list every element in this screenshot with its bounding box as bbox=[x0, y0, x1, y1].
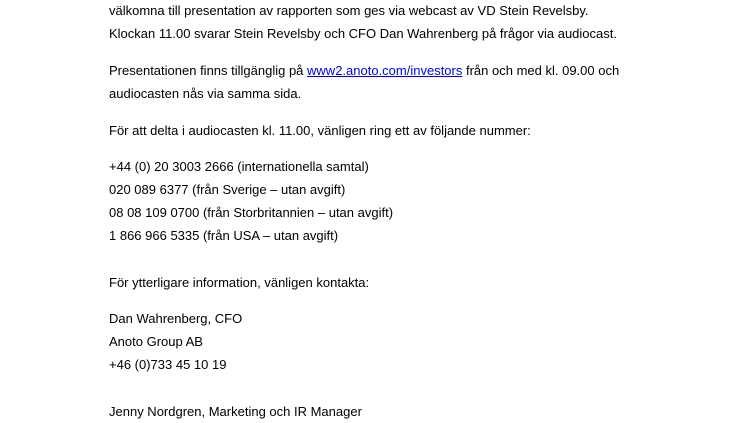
contact-2-name: Jenny Nordgren, Marketing och IR Manager bbox=[109, 404, 362, 419]
intro-line-2: Klockan 11.00 svarar Stein Revelsby och CFO Dan Wahrenberg på frågor via audiocast. bbox=[109, 26, 617, 41]
presentation-line-1 bbox=[109, 59, 729, 82]
presentation-line-2: audiocasten nås via samma sida. bbox=[109, 86, 302, 101]
dialin-intro: För att delta i audiocasten kl. 11.00, vänligen ring ett av följande nummer: bbox=[109, 123, 531, 138]
contact-phone: +46 (0)733 45 10 19 bbox=[109, 357, 227, 372]
phone-number-usa: 1 866 966 5335 (från USA – utan avgift) bbox=[109, 228, 339, 243]
intro-line-1: välkomna till presentation av rapporten som ges via webcast av VD Stein Revelsby. bbox=[109, 3, 589, 18]
contact-name: Dan Wahrenberg, CFO bbox=[109, 311, 243, 326]
presentation-prefix: Presentationen finns tillgänglig på bbox=[109, 63, 308, 78]
investors-link[interactable]: www2.anoto.com/investors bbox=[307, 63, 463, 78]
phone-number-international: +44 (0) 20 3003 2666 (internationella samtal) bbox=[109, 159, 369, 174]
phone-number-sweden: 020 089 6377 (från Sverige – utan avgift) bbox=[109, 182, 346, 197]
document-body bbox=[109, 0, 729, 423]
phone-number-uk: 08 08 109 0700 (från Storbritannien – utan avgift) bbox=[109, 205, 394, 220]
contact-company: Anoto Group AB bbox=[109, 334, 203, 349]
contact-intro: För ytterligare information, vänligen kontakta: bbox=[109, 275, 370, 290]
presentation-suffix: från och med kl. 09.00 och bbox=[462, 63, 620, 78]
